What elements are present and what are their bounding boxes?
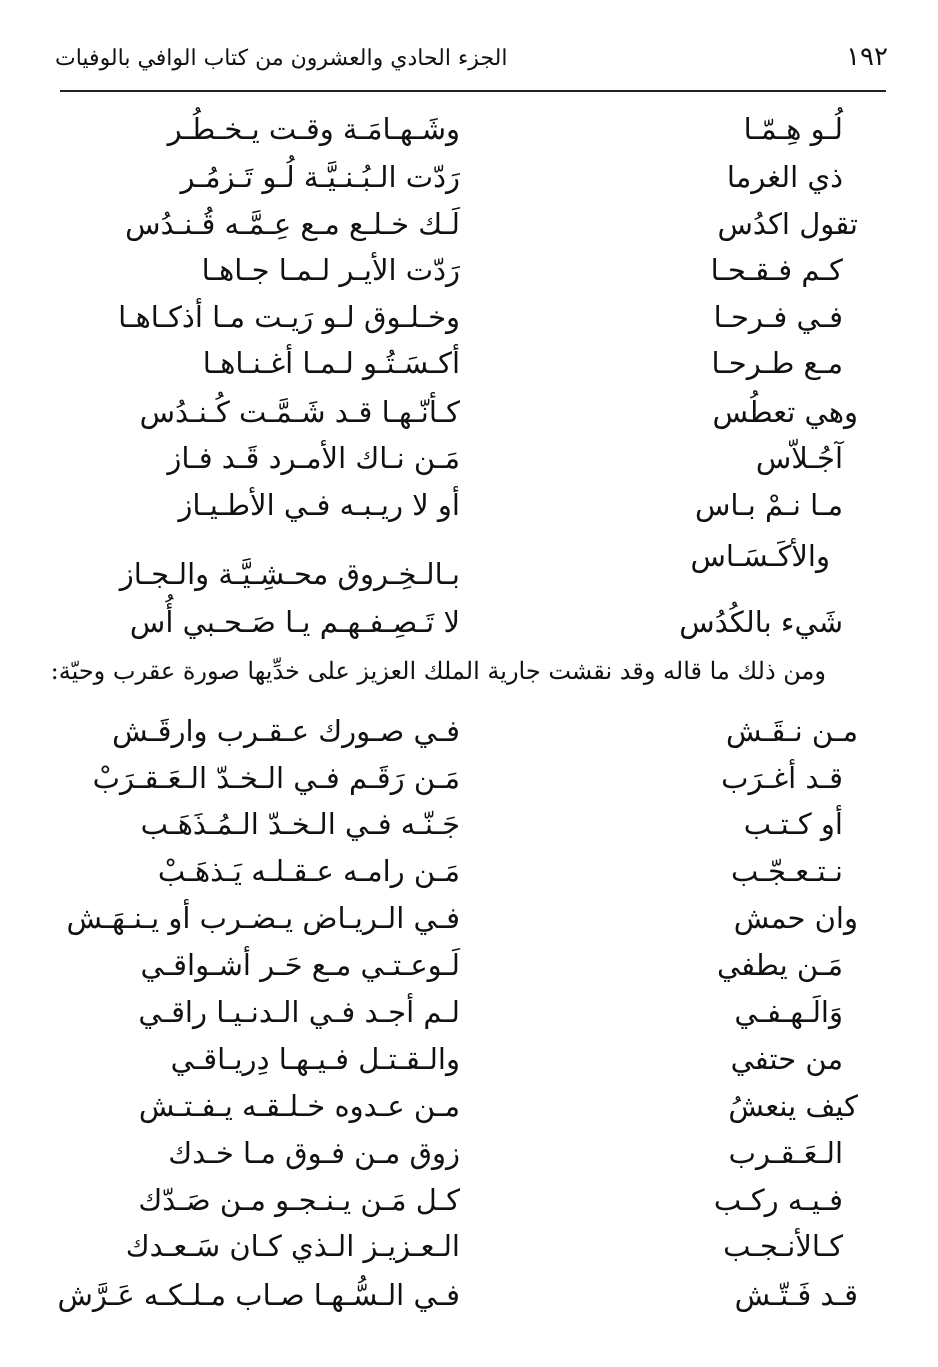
verse-line — [0, 391, 938, 437]
verse-line — [0, 1132, 938, 1178]
short-hemistich: كيف ينعشُ — [728, 1089, 858, 1123]
short-hemistich: من حتفي — [730, 1042, 843, 1076]
short-hemistich: وان حمش — [733, 901, 858, 935]
verse-line — [0, 296, 938, 342]
verse-line — [0, 991, 938, 1037]
short-hemistich: الـعَـقـرب — [728, 1136, 843, 1170]
long-hemistich: والـقـتـل فـيـهـا دِريـاقـي — [170, 1042, 460, 1076]
short-hemistich: قـد أغـرَب — [721, 761, 843, 795]
short-hemistich: وهي تعطُس — [712, 395, 858, 429]
long-hemistich: جَـنّـه فـي الـخـدّ الـمُـذَهَـب — [140, 807, 460, 841]
verse-line — [0, 710, 938, 756]
long-hemistich: وشَـهـامَـة وقـت يـخـطُـر — [167, 112, 460, 146]
long-hemistich: مـن عـدوه خـلـقـه يـفـتـش — [138, 1089, 460, 1123]
short-hemistich: وَالَـهـفـي — [734, 995, 843, 1029]
short-hemistich: آجُـلاّس — [755, 441, 843, 475]
long-hemistich: لـم أجـد فـي الـدنـيـا راقـي — [138, 995, 460, 1029]
running-title: الجزء الحادي والعشرون من كتاب الوافي بالوفيات — [55, 46, 508, 71]
long-hemistich: فـي الـريـاض يـضـرب أو يـنـهَـش — [66, 901, 460, 935]
long-hemistich: أو لا ريـبـه فـي الأطـيـاز — [178, 488, 460, 522]
verse-line — [0, 553, 938, 599]
verse-line — [0, 850, 938, 896]
long-hemistich: مَـن رامـه عـقـلـه يَـذهَـبْ — [157, 854, 460, 888]
short-hemistich: شَيء بالكُدُس — [679, 605, 843, 639]
verse-line — [0, 484, 938, 530]
short-hemistich: كـالأنـجـب — [723, 1229, 843, 1263]
short-hemistich: ذي الغرما — [726, 160, 843, 194]
verse-line — [0, 757, 938, 803]
verse-line — [0, 249, 938, 295]
verse-line — [0, 1225, 938, 1271]
long-hemistich: زوق مـن فـوق مـا خـدك — [168, 1136, 460, 1170]
verse-line — [0, 342, 938, 388]
long-hemistich: رَدّت الـبُـنـيَّـة لُـو تَـزمُـر — [180, 160, 460, 194]
short-hemistich: نـتـعـجّـب — [731, 854, 843, 888]
verse-line — [0, 601, 938, 647]
long-hemistich: فـي الـسُّـهـا صـاب مـلـكـه عَـرَّش — [57, 1278, 460, 1312]
short-hemistich: مـن نـقَـش — [725, 714, 858, 748]
long-hemistich: رَدّت الأيـر لـمـا جـاهـا — [201, 253, 460, 287]
verse-line — [0, 1038, 938, 1084]
short-hemistich: تقول اكدُس — [717, 207, 858, 241]
short-hemistich: فـيـه ركـب — [713, 1183, 843, 1217]
long-hemistich: لَـوعـتـي مـع حَـر أشـواقـي — [140, 948, 460, 982]
long-hemistich: بـالـخِـروق محـشِـيَّـة والـجـاز — [119, 557, 460, 591]
page-header — [55, 42, 888, 82]
short-hemistich: أو كـتـب — [743, 807, 843, 841]
verse-line — [0, 1274, 938, 1320]
long-hemistich: مَـن رَقَـم فـي الـخـدّ الـعَـقـرَبْ — [92, 761, 460, 795]
long-hemistich: كـل مَـن يـنـجـو مـن صَـدّك — [138, 1183, 460, 1217]
short-hemistich: فـي فـرحـا — [713, 300, 843, 334]
verse-line — [0, 803, 938, 849]
short-hemistich: كـم فـقـحـا — [710, 253, 843, 287]
short-hemistich: مـا نـمْ بـاس — [695, 488, 843, 522]
long-hemistich: وخـلـوق لـو رَيـت مـا أذكـاهـا — [118, 300, 460, 334]
verse-line — [0, 108, 938, 154]
header-rule — [60, 90, 886, 92]
verse-line — [0, 203, 938, 249]
short-hemistich: مَـن يطفي — [716, 948, 843, 982]
short-hemistich: والأكَـسَـاس — [690, 539, 830, 573]
long-hemistich: كـأنّـهـا قـد شَـمَّـت كُـنـدُس — [139, 395, 460, 429]
verse-line — [0, 897, 938, 943]
short-hemistich: قـد فَـتّـش — [734, 1278, 858, 1312]
verse-line — [0, 156, 938, 202]
page-number: ١٩٢ — [846, 42, 888, 72]
long-hemistich: فـي صـورك عـقـرب وارقَـش — [112, 714, 460, 748]
short-hemistich: مـع طـرحـا — [711, 346, 843, 380]
long-hemistich: الـعـزيـز الـذي كـان سَـعـدك — [125, 1229, 460, 1263]
long-hemistich: لا تَـصِـفـهـم يـا صَـحـبي أُس — [129, 605, 460, 639]
verse-line — [0, 944, 938, 990]
short-hemistich: لُـو هِـمّـا — [743, 112, 843, 146]
verse-line — [0, 1085, 938, 1131]
long-hemistich: أكـسَـتُـو لـمـا أغـنـاهـا — [202, 346, 460, 380]
verse-line — [0, 1179, 938, 1225]
long-hemistich: مَـن نـاك الأمـرد قَـد فـاز — [167, 441, 460, 475]
long-hemistich: لَـك خـلـع مـع عِـمَّـه قُـنـدُس — [125, 207, 460, 241]
verse-line — [0, 437, 938, 483]
intro-paragraph: ومن ذلك ما قاله وقد نقشت جارية الملك العزيز على خدِّيها صورة عقرب وحيّة: — [50, 657, 826, 685]
